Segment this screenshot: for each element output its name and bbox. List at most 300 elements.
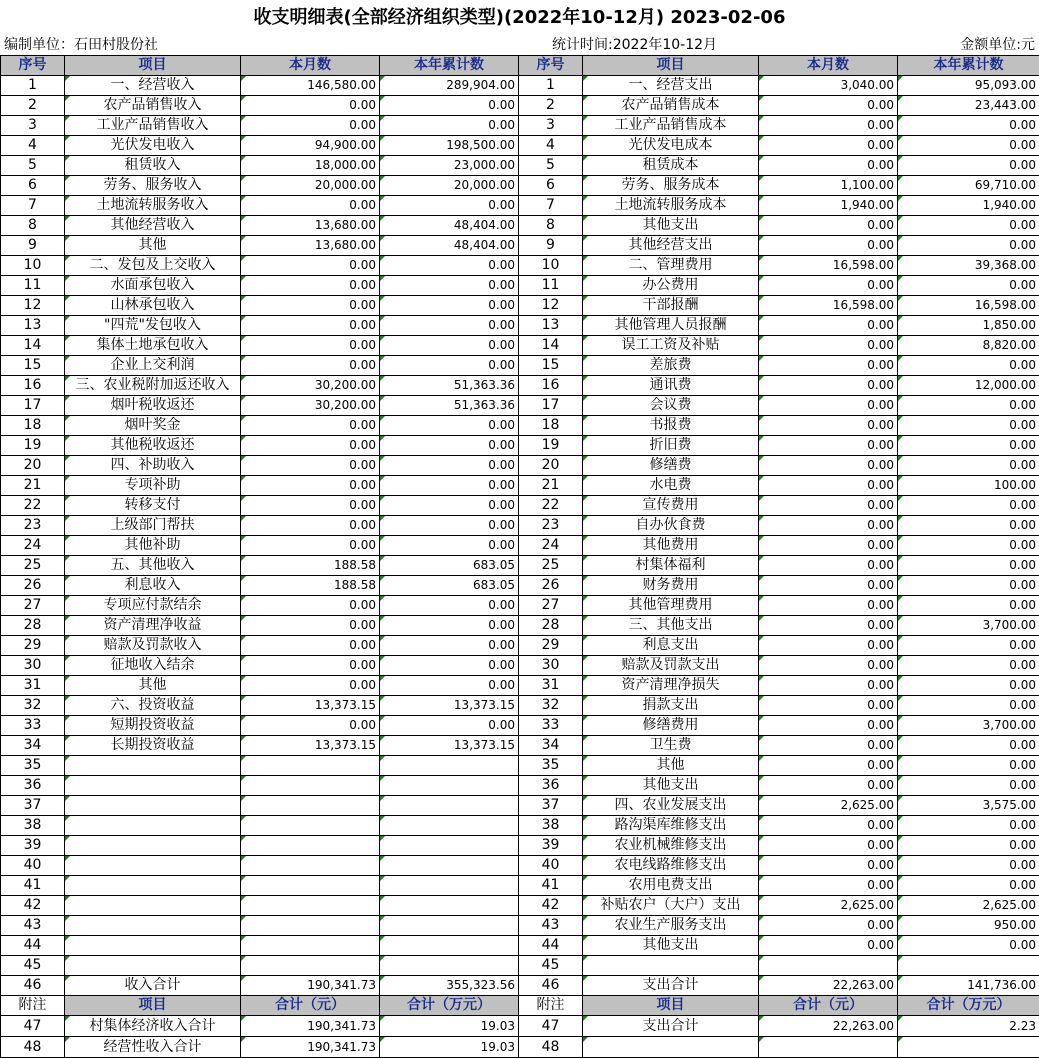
income-seq-text: 14 [24, 337, 42, 353]
income-month [241, 376, 380, 396]
expense-seq-text: 7 [546, 197, 555, 213]
income-ytd [380, 476, 519, 496]
table-row [1, 636, 1039, 656]
expense-month [759, 136, 898, 156]
expense-item [583, 536, 759, 556]
income-month [241, 516, 380, 536]
cell-marker-icon [898, 896, 903, 901]
expense-item-text: 财务费用 [643, 577, 699, 593]
expense-ytd [898, 856, 1039, 876]
expense-item-text: 折旧费 [650, 437, 692, 453]
cell-marker-icon [241, 476, 246, 481]
income-ytd [380, 316, 519, 336]
expense-seq [519, 856, 583, 876]
income-month-text: 0.00 [349, 338, 376, 352]
income-ytd-text: 0.00 [488, 498, 515, 512]
cell-marker-icon [241, 576, 246, 581]
cell-marker-icon [241, 376, 246, 381]
expense-item-text: 农产品销售成本 [622, 97, 720, 113]
income-seq-text: 29 [24, 637, 42, 653]
income-seq-text: 40 [24, 857, 42, 873]
income-ytd-text: 48,404.00 [454, 238, 515, 252]
income-item-text: 水面承包收入 [111, 277, 195, 293]
cell-marker-icon [898, 796, 903, 801]
income-month [241, 556, 380, 576]
expense-month [759, 476, 898, 496]
cell-marker-icon [380, 336, 385, 341]
expense-item [583, 676, 759, 696]
cell-marker-icon [759, 896, 764, 901]
income-item-text: 赔款及罚款收入 [104, 637, 202, 653]
cell-marker-icon [65, 136, 70, 141]
cell-marker-icon [65, 496, 70, 501]
income-month-text: 0.00 [349, 598, 376, 612]
table-row [1, 236, 1039, 256]
income-item [65, 656, 241, 676]
income-seq-text: 44 [24, 937, 42, 953]
expense-month [759, 776, 898, 796]
currency-unit: 金额单位:元 [960, 36, 1035, 55]
cell-marker-icon [583, 456, 588, 461]
income-seq-text: 25 [24, 557, 42, 573]
expense-item [583, 416, 759, 436]
cell-marker-icon [583, 856, 588, 861]
expense-ytd-text: 16,598.00 [975, 298, 1036, 312]
expense-month [759, 216, 898, 236]
expense-seq-text: 27 [542, 597, 560, 613]
income-ytd [380, 876, 519, 896]
expense-month [759, 176, 898, 196]
income-seq [1, 656, 65, 676]
expense-seq [519, 616, 583, 636]
expense-seq [519, 176, 583, 196]
expense-seq [519, 556, 583, 576]
income-item [65, 316, 241, 336]
income-seq-text: 15 [24, 357, 42, 373]
income-seq [1, 736, 65, 756]
expense-item-text: 自办伙食费 [636, 517, 706, 533]
footer-income-yuan-text: 190,341.73 [307, 1019, 376, 1033]
expense-month-text: 0.00 [867, 218, 894, 232]
cell-marker-icon [65, 916, 70, 921]
income-seq-text: 42 [24, 897, 42, 913]
income-seq [1, 956, 65, 976]
expense-ytd-text: 0.00 [1009, 458, 1036, 472]
footer-header-sum-yuan: 合计（元） [241, 996, 380, 1016]
table-row [1, 876, 1039, 896]
expense-seq [519, 116, 583, 136]
expense-month [759, 636, 898, 656]
expense-seq [519, 576, 583, 596]
table-row [1, 616, 1039, 636]
cell-marker-icon [241, 416, 246, 421]
cell-marker-icon [759, 356, 764, 361]
cell-marker-icon [380, 96, 385, 101]
expense-ytd-text: 0.00 [1009, 138, 1036, 152]
cell-marker-icon [759, 116, 764, 121]
cell-marker-icon [898, 556, 903, 561]
expense-ytd [898, 696, 1039, 716]
cell-marker-icon [759, 236, 764, 241]
income-month [241, 876, 380, 896]
cell-marker-icon [241, 956, 246, 961]
expense-seq-text: 46 [542, 977, 560, 993]
expense-ytd-text: 0.00 [1009, 878, 1036, 892]
expense-month-text: 0.00 [867, 698, 894, 712]
income-month [241, 656, 380, 676]
cell-marker-icon [583, 916, 588, 921]
expense-seq-text: 35 [542, 757, 560, 773]
expense-seq [519, 76, 583, 96]
cell-marker-icon [241, 836, 246, 841]
income-month-text: 0.00 [349, 258, 376, 272]
income-ytd-text: 48,404.00 [454, 218, 515, 232]
cell-marker-icon [380, 296, 385, 301]
income-seq [1, 756, 65, 776]
cell-marker-icon [898, 376, 903, 381]
expense-seq-text: 42 [542, 897, 560, 913]
expense-month [759, 616, 898, 636]
header-month: 本月数 [241, 56, 380, 76]
table-row [1, 656, 1039, 676]
expense-seq-text: 26 [542, 577, 560, 593]
cell-marker-icon [65, 156, 70, 161]
income-item [65, 896, 241, 916]
income-seq [1, 976, 65, 996]
cell-marker-icon [380, 616, 385, 621]
expense-item-text: 赔款及罚款支出 [622, 657, 720, 673]
income-month-text: 20,000.00 [315, 178, 376, 192]
cell-marker-icon [759, 1037, 764, 1042]
expense-ytd [898, 836, 1039, 856]
income-ytd [380, 896, 519, 916]
footer-expense-yuan [759, 1037, 898, 1058]
income-month [241, 196, 380, 216]
cell-marker-icon [898, 936, 903, 941]
expense-month [759, 796, 898, 816]
income-item-text: 短期投资收益 [111, 717, 195, 733]
table-row [1, 1037, 1039, 1058]
cell-marker-icon [65, 936, 70, 941]
footer-header-item: 项目 [583, 996, 759, 1016]
cell-marker-icon [898, 256, 903, 261]
income-item [65, 776, 241, 796]
cell-marker-icon [241, 656, 246, 661]
cell-marker-icon [583, 696, 588, 701]
footer-income-wan-text: 19.03 [481, 1019, 515, 1033]
cell-marker-icon [241, 316, 246, 321]
expense-seq-text: 30 [542, 657, 560, 673]
cell-marker-icon [380, 196, 385, 201]
expense-month [759, 96, 898, 116]
income-seq-text: 27 [24, 597, 42, 613]
income-seq [1, 876, 65, 896]
income-month-text: 30,200.00 [315, 378, 376, 392]
footer-expense-seq-text: 47 [542, 1018, 560, 1034]
income-seq [1, 516, 65, 536]
expense-month-text: 0.00 [867, 758, 894, 772]
expense-item-text: 劳务、服务成本 [622, 177, 720, 193]
cell-marker-icon [898, 776, 903, 781]
expense-seq-text: 19 [542, 437, 560, 453]
cell-marker-icon [759, 976, 764, 981]
expense-seq [519, 596, 583, 616]
expense-month-text: 0.00 [867, 738, 894, 752]
expense-item [583, 336, 759, 356]
expense-month [759, 536, 898, 556]
cell-marker-icon [759, 196, 764, 201]
cell-marker-icon [241, 256, 246, 261]
footer-header-sum-wan: 合计（万元） [380, 996, 519, 1016]
income-ytd [380, 676, 519, 696]
income-ytd-text: 0.00 [488, 258, 515, 272]
income-item-text: 专项应付款结余 [104, 597, 202, 613]
expense-seq-text: 11 [542, 277, 560, 293]
cell-marker-icon [380, 416, 385, 421]
income-ytd [380, 356, 519, 376]
cell-marker-icon [898, 336, 903, 341]
income-month [241, 316, 380, 336]
cell-marker-icon [583, 936, 588, 941]
table-row [1, 896, 1039, 916]
cell-marker-icon [759, 276, 764, 281]
expense-month-text: 2,625.00 [841, 898, 894, 912]
cell-marker-icon [759, 916, 764, 921]
expense-month [759, 496, 898, 516]
cell-marker-icon [583, 716, 588, 721]
income-month [241, 76, 380, 96]
cell-marker-icon [898, 116, 903, 121]
cell-marker-icon [241, 876, 246, 881]
expense-seq [519, 976, 583, 996]
income-item [65, 596, 241, 616]
expense-item [583, 936, 759, 956]
cell-marker-icon [759, 716, 764, 721]
expense-seq-text: 17 [542, 397, 560, 413]
cell-marker-icon [380, 576, 385, 581]
cell-marker-icon [380, 356, 385, 361]
expense-item-text: 其他 [657, 757, 685, 773]
footer-header-row [1, 996, 1039, 1016]
income-ytd [380, 496, 519, 516]
income-item [65, 556, 241, 576]
cell-marker-icon [241, 456, 246, 461]
expense-month [759, 836, 898, 856]
table-row [1, 276, 1039, 296]
income-item [65, 416, 241, 436]
expense-seq [519, 256, 583, 276]
income-month [241, 776, 380, 796]
income-item [65, 536, 241, 556]
expense-month-text: 0.00 [867, 558, 894, 572]
cell-marker-icon [65, 76, 70, 81]
expense-item-text: 卫生费 [650, 737, 692, 753]
income-seq [1, 536, 65, 556]
expense-ytd [898, 416, 1039, 436]
expense-month [759, 856, 898, 876]
table-row [1, 736, 1039, 756]
expense-item-text: 三、其他支出 [629, 617, 713, 633]
income-month-text: 0.00 [349, 458, 376, 472]
income-seq [1, 816, 65, 836]
expense-item [583, 656, 759, 676]
cell-marker-icon [583, 896, 588, 901]
cell-marker-icon [898, 196, 903, 201]
expense-seq-text: 3 [546, 117, 555, 133]
income-month-text: 188.58 [334, 558, 376, 572]
cell-marker-icon [759, 696, 764, 701]
income-month-text: 0.00 [349, 438, 376, 452]
cell-marker-icon [583, 776, 588, 781]
expense-ytd-text: 3,575.00 [983, 798, 1036, 812]
expense-item-text: 其他支出 [643, 217, 699, 233]
expense-seq-text: 37 [542, 797, 560, 813]
expense-seq-text: 29 [542, 637, 560, 653]
cell-marker-icon [759, 516, 764, 521]
expense-ytd-text: 3,700.00 [983, 718, 1036, 732]
expense-ytd-text: 1,850.00 [983, 318, 1036, 332]
table-row [1, 136, 1039, 156]
cell-marker-icon [241, 816, 246, 821]
table-row [1, 456, 1039, 476]
expense-month [759, 396, 898, 416]
income-item [65, 76, 241, 96]
cell-marker-icon [65, 376, 70, 381]
cell-marker-icon [583, 316, 588, 321]
table-row [1, 316, 1039, 336]
cell-marker-icon [898, 916, 903, 921]
income-ytd [380, 656, 519, 676]
expense-seq [519, 416, 583, 436]
expense-month [759, 116, 898, 136]
footer-expense-item [583, 1037, 759, 1058]
expense-ytd-text: 0.00 [1009, 118, 1036, 132]
expense-seq-text: 34 [542, 737, 560, 753]
income-item [65, 756, 241, 776]
expense-month-text: 0.00 [867, 238, 894, 252]
expense-seq-text: 38 [542, 817, 560, 833]
income-seq-text: 46 [24, 977, 42, 993]
cell-marker-icon [380, 236, 385, 241]
expense-ytd [898, 176, 1039, 196]
expense-seq [519, 156, 583, 176]
income-seq-text: 13 [24, 317, 42, 333]
income-ytd [380, 856, 519, 876]
cell-marker-icon [898, 76, 903, 81]
expense-month-text: 0.00 [867, 318, 894, 332]
cell-marker-icon [583, 396, 588, 401]
cell-marker-icon [583, 356, 588, 361]
footer-income-yuan [241, 1016, 380, 1037]
cell-marker-icon [898, 1016, 903, 1021]
cell-marker-icon [898, 1037, 903, 1042]
cell-marker-icon [759, 756, 764, 761]
expense-month [759, 716, 898, 736]
header-item: 项目 [583, 56, 759, 76]
expense-ytd [898, 236, 1039, 256]
income-month [241, 716, 380, 736]
cell-marker-icon [380, 116, 385, 121]
expense-seq [519, 276, 583, 296]
income-seq-text: 41 [24, 877, 42, 893]
income-month-text: 0.00 [349, 118, 376, 132]
income-seq [1, 836, 65, 856]
cell-marker-icon [241, 236, 246, 241]
income-seq [1, 76, 65, 96]
expense-ytd-text: 0.00 [1009, 598, 1036, 612]
cell-marker-icon [759, 876, 764, 881]
cell-marker-icon [380, 876, 385, 881]
income-item [65, 676, 241, 696]
cell-marker-icon [759, 336, 764, 341]
expense-month-text: 0.00 [867, 918, 894, 932]
income-seq [1, 276, 65, 296]
expense-month [759, 656, 898, 676]
expense-month-text: 0.00 [867, 418, 894, 432]
cell-marker-icon [65, 636, 70, 641]
cell-marker-icon [65, 736, 70, 741]
expense-ytd-text: 0.00 [1009, 818, 1036, 832]
income-ytd [380, 796, 519, 816]
expense-seq-text: 22 [542, 497, 560, 513]
income-seq-text: 17 [24, 397, 42, 413]
income-seq [1, 796, 65, 816]
cell-marker-icon [380, 936, 385, 941]
cell-marker-icon [241, 716, 246, 721]
expense-seq-text: 1 [546, 77, 555, 93]
expense-ytd [898, 956, 1039, 976]
cell-marker-icon [759, 636, 764, 641]
income-seq [1, 96, 65, 116]
income-month [241, 336, 380, 356]
expense-seq-text: 12 [542, 297, 560, 313]
expense-month [759, 356, 898, 376]
income-item [65, 356, 241, 376]
expense-ytd-text: 0.00 [1009, 738, 1036, 752]
table-row [1, 376, 1039, 396]
cell-marker-icon [241, 756, 246, 761]
income-seq-text: 11 [24, 277, 42, 293]
income-seq-text: 39 [24, 837, 42, 853]
expense-item-text: 会议费 [650, 397, 692, 413]
income-ytd-text: 683.05 [473, 578, 515, 592]
expense-item-text: 土地流转服务成本 [615, 197, 727, 213]
cell-marker-icon [241, 96, 246, 101]
expense-item [583, 516, 759, 536]
expense-month-text: 0.00 [867, 158, 894, 172]
expense-item [583, 896, 759, 916]
expense-item-text: 农电线路维修支出 [615, 857, 727, 873]
cell-marker-icon [65, 336, 70, 341]
income-ytd [380, 276, 519, 296]
expense-item [583, 196, 759, 216]
income-seq-text: 4 [28, 137, 37, 153]
income-seq-text: 35 [24, 757, 42, 773]
expense-month-text: 0.00 [867, 578, 894, 592]
income-ytd [380, 96, 519, 116]
table-row [1, 556, 1039, 576]
income-month [241, 956, 380, 976]
expense-seq [519, 696, 583, 716]
expense-seq-text: 41 [542, 877, 560, 893]
expense-ytd [898, 496, 1039, 516]
income-item-text: 其他 [139, 237, 167, 253]
income-item [65, 496, 241, 516]
expense-seq [519, 896, 583, 916]
cell-marker-icon [583, 276, 588, 281]
cell-marker-icon [898, 136, 903, 141]
income-seq-text: 22 [24, 497, 42, 513]
